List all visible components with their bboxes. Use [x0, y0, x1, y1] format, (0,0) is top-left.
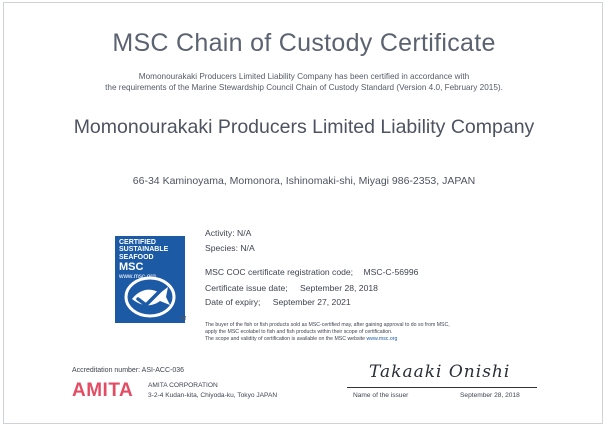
- company-address: 66-34 Kaminoyama, Momonora, Ishinomaki-shi, Miyagi 986-2353, JAPAN: [132, 175, 476, 187]
- activity-line: Activity: N/A: [205, 228, 252, 238]
- disclaimer-text: [205, 322, 475, 344]
- logo-line-3: SEAFOOD: [119, 253, 154, 261]
- expiry-date-label: Date of expiry;: [205, 297, 261, 307]
- disclaimer-line-2: apply the MSC ecolabel to fish and fish products within their scope of certification.: [205, 329, 393, 336]
- expiry-date-row: [205, 297, 351, 307]
- logo-brand: MSC: [119, 261, 144, 274]
- msc-ecolabel-logo: [115, 236, 185, 323]
- certificate: [3, 2, 603, 424]
- coc-code-row: [205, 267, 418, 277]
- logo-line-1: CERTIFIED: [119, 239, 156, 246]
- company-name: Momonourakaki Producers Limited Liability Company: [73, 116, 535, 138]
- coc-code-label: MSC COC certificate registration code;: [205, 267, 354, 277]
- issue-date-label: Certificate issue date;: [205, 283, 288, 293]
- issue-date-row: [205, 283, 378, 293]
- disclaimer-line-1: The buyer of the fish or fish products sold as MSC-certified may, after gaining approval to do so from MSC,: [205, 322, 450, 328]
- fish-checkmark-icon: [124, 275, 176, 319]
- issuer-corporation: [148, 381, 277, 401]
- accreditation-number: Accreditation number: ASI-ACC-036: [72, 367, 185, 374]
- issuer-name-label: Name of the issuer: [353, 392, 409, 399]
- intro-line-1: Momonourakaki Producers Limited Liability Company has been certified in accordance with: [138, 72, 470, 81]
- msc-website-link[interactable]: www.msc.org: [366, 336, 398, 343]
- trademark-mark: TM: [179, 316, 187, 322]
- issuer-signature: Takaaki Onishi: [369, 362, 511, 382]
- issuer-corp-name: AMITA CORPORATION: [148, 382, 218, 389]
- amita-logo: AMITA: [72, 380, 134, 401]
- logo-line-2: SUSTAINABLE: [119, 246, 169, 254]
- intro-text: [4, 71, 604, 93]
- intro-line-2: the requirements of the Marine Stewardship Council Chain of Custody Standard (Version 4.0, February 2015).: [105, 83, 503, 92]
- signature-line: [347, 387, 537, 388]
- disclaimer-scope-text: The scope and validity of certification is available on the MSC website: [205, 336, 366, 343]
- species-line: Species: N/A: [205, 243, 255, 253]
- issue-date-value: September 28, 2018: [300, 283, 378, 293]
- disclaimer-line-3: [205, 336, 475, 343]
- certificate-title: MSC Chain of Custody Certificate: [112, 29, 496, 57]
- issuer-corp-address: 3-2-4 Kudan-kita, Chiyoda-ku, Tokyo JAPAN: [148, 392, 278, 399]
- expiry-date-value: September 27, 2021: [272, 297, 351, 307]
- coc-code-value: MSC-C-56996: [363, 267, 419, 277]
- logo-url: www.msc.org: [119, 273, 156, 281]
- signature-date: September 28, 2018: [460, 392, 520, 399]
